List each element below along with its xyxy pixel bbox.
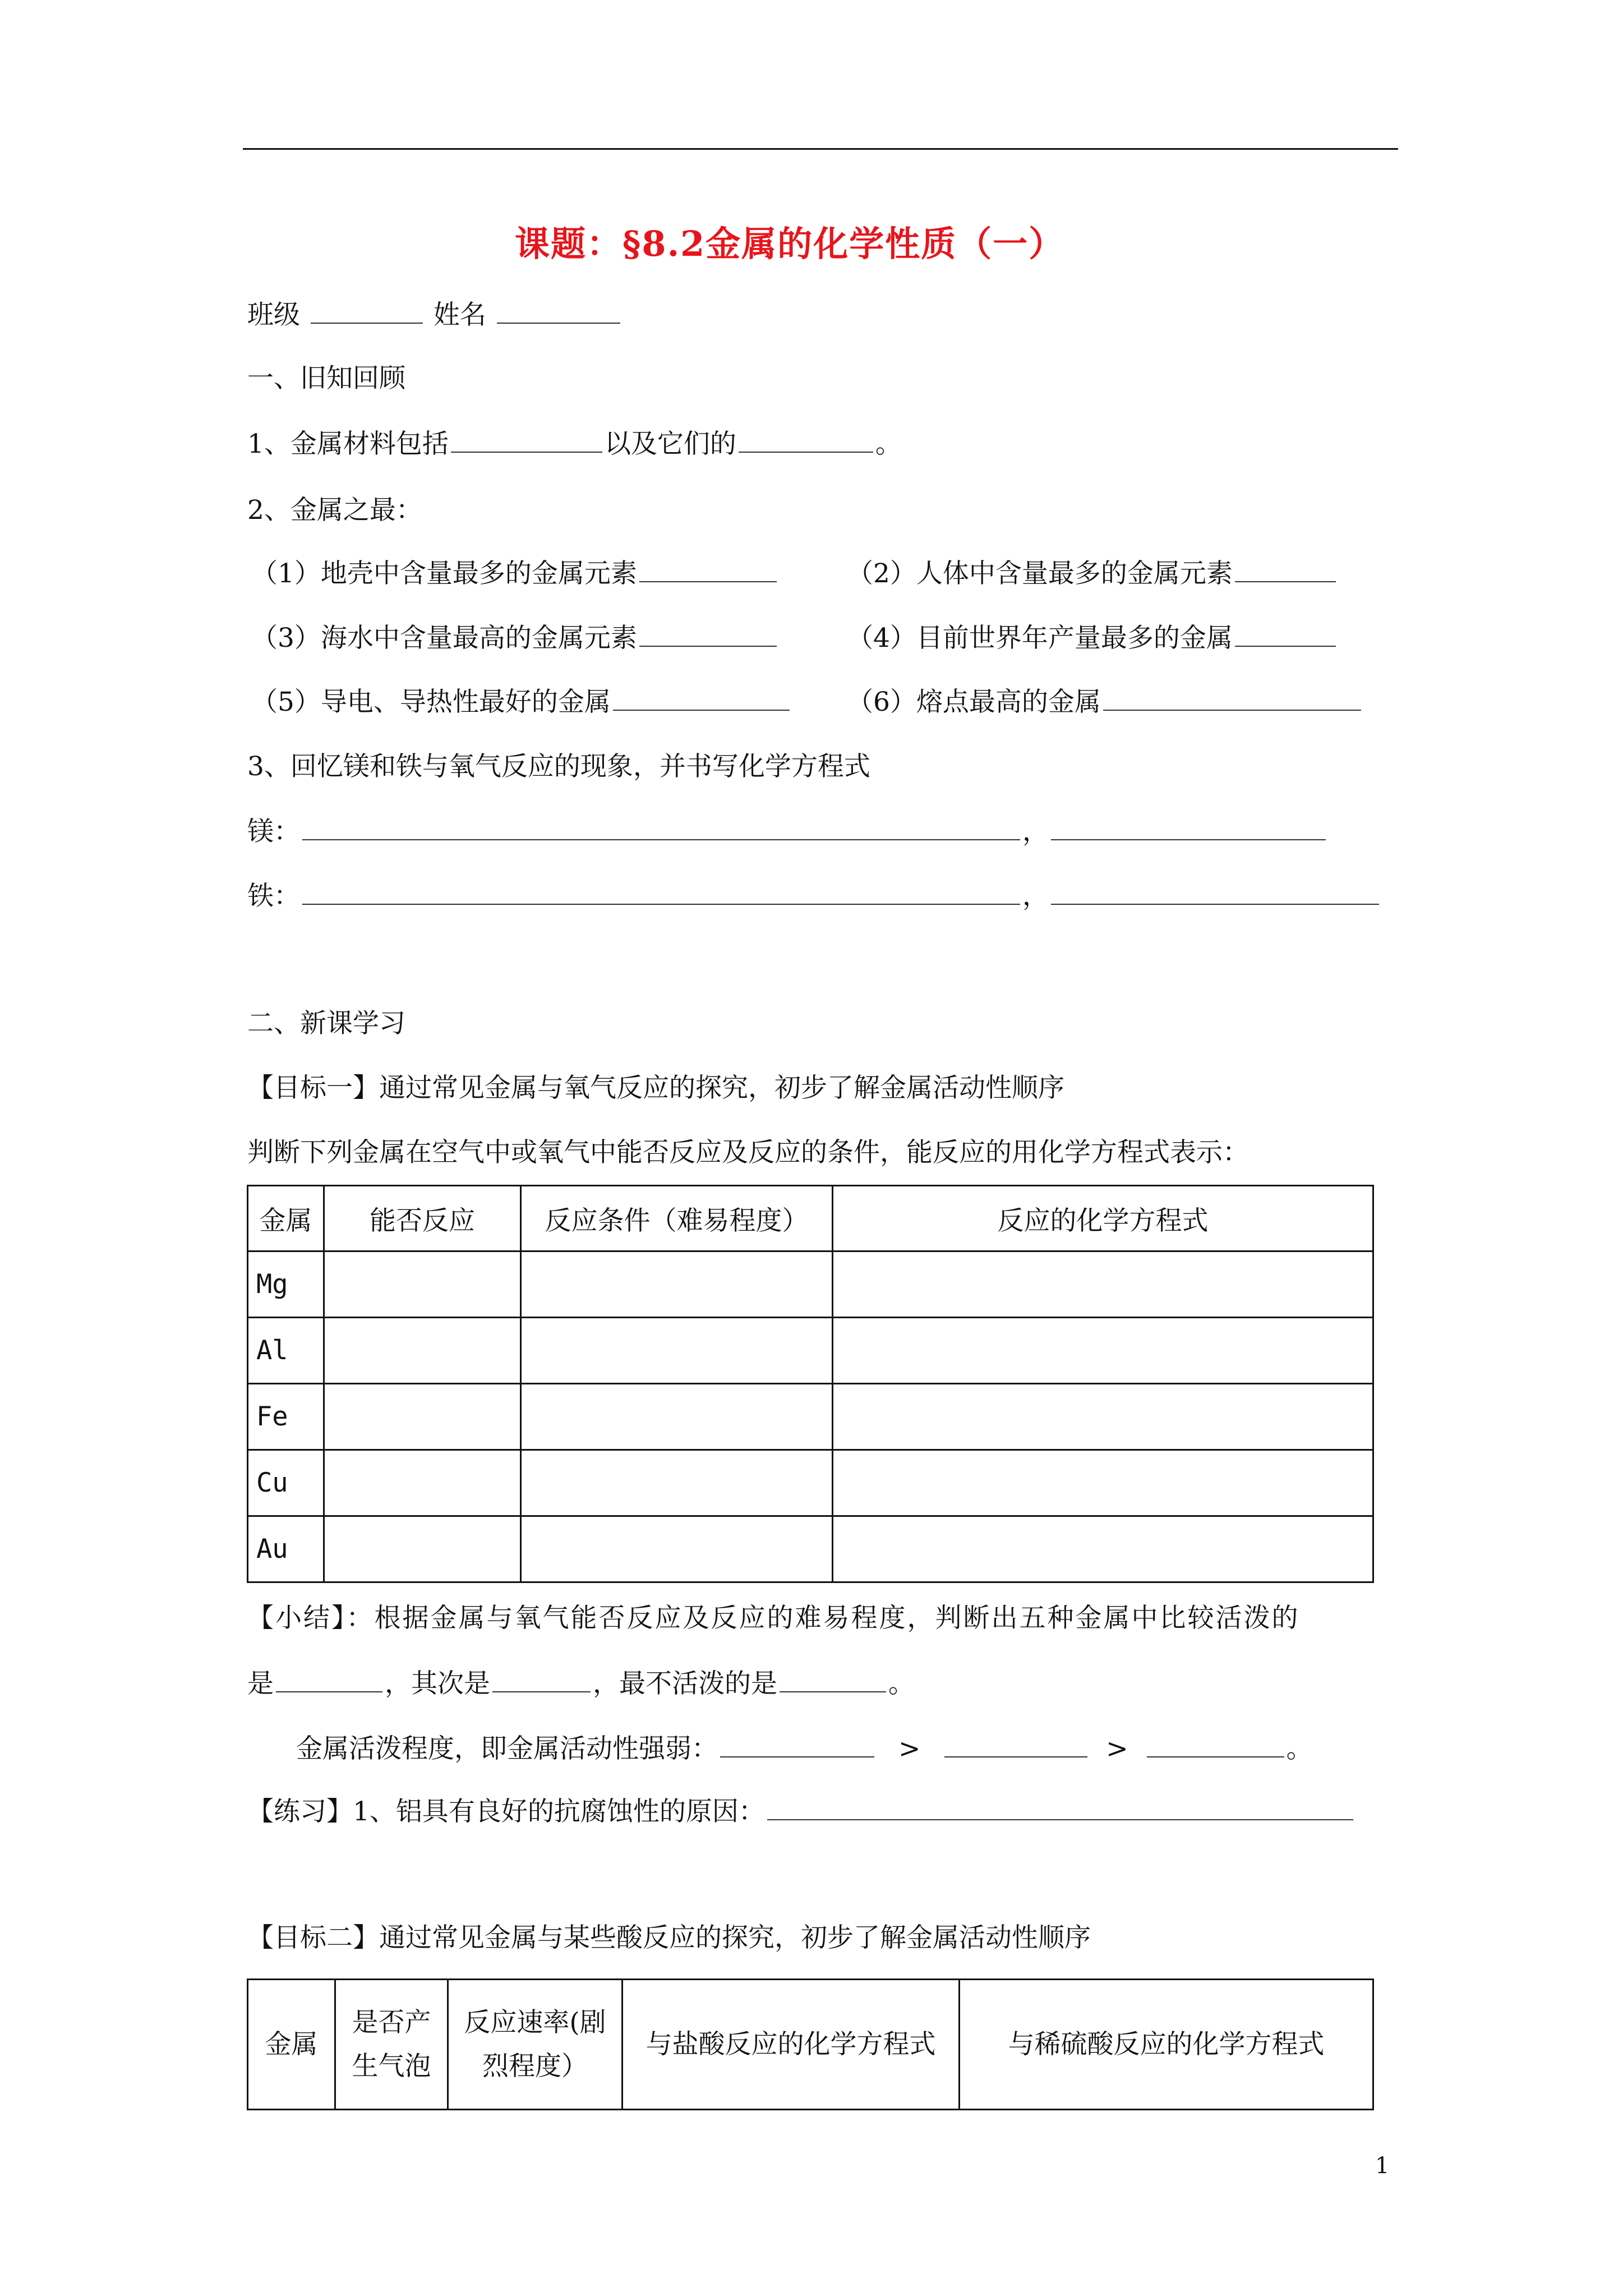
q2-item-5-blank[interactable] bbox=[613, 687, 790, 711]
activity-text: 金属活泼程度，即金属活动性强弱： bbox=[296, 1733, 718, 1764]
header-bubbles bbox=[335, 1980, 448, 2110]
answer-cell[interactable] bbox=[324, 1450, 521, 1516]
header-condition: 反应条件（难易程度） bbox=[521, 1186, 833, 1251]
q2-item-6 bbox=[847, 685, 1363, 719]
q2-item-2-blank[interactable] bbox=[1235, 559, 1336, 582]
class-blank[interactable] bbox=[311, 300, 423, 324]
acid-reaction-table bbox=[247, 1978, 1374, 2110]
metal-cell: Fe bbox=[248, 1384, 324, 1450]
q1-text-b: 以及它们的 bbox=[604, 429, 736, 459]
summary-b: ，其次是 bbox=[385, 1668, 490, 1699]
activity-blank-3[interactable] bbox=[1147, 1734, 1284, 1757]
header-rate bbox=[448, 1980, 623, 2110]
answer-cell[interactable] bbox=[833, 1318, 1373, 1384]
question-3-heading: 3、回忆镁和铁与氧气反应的现象，并书写化学方程式 bbox=[247, 751, 870, 782]
activity-order-line bbox=[296, 1732, 1313, 1766]
q2-item-1-blank[interactable] bbox=[639, 559, 777, 582]
q2-item-1 bbox=[251, 557, 779, 591]
answer-cell[interactable] bbox=[833, 1450, 1373, 1516]
table-row bbox=[248, 1516, 1373, 1582]
q2-item-1-text: （1）地壳中含量最多的金属元素 bbox=[251, 558, 637, 589]
mg-equation-blank[interactable] bbox=[1051, 817, 1326, 840]
mg-comma: ， bbox=[1022, 816, 1049, 847]
section1-heading: 一、旧知回顾 bbox=[247, 363, 405, 394]
fe-line bbox=[247, 880, 1381, 913]
header-metal: 金属 bbox=[248, 1186, 324, 1251]
header-metal: 金属 bbox=[248, 1980, 335, 2110]
practice-blank[interactable] bbox=[767, 1797, 1353, 1820]
summary-line-2 bbox=[247, 1667, 915, 1701]
second-active-blank[interactable] bbox=[492, 1669, 591, 1692]
page-title: 课题：§8.2金属的化学性质（一） bbox=[515, 223, 1065, 264]
goal-1-instruction: 判断下列金属在空气中或氧气中能否反应及反应的条件，能反应的用化学方程式表示： bbox=[247, 1137, 1249, 1168]
question-1 bbox=[247, 427, 902, 461]
class-name-line bbox=[247, 298, 623, 332]
answer-cell[interactable] bbox=[833, 1384, 1373, 1450]
name-label: 姓名 bbox=[433, 300, 486, 330]
question-2-heading: 2、金属之最： bbox=[247, 495, 422, 526]
name-blank[interactable] bbox=[497, 300, 620, 324]
gt-sign-1: > bbox=[898, 1733, 921, 1764]
answer-cell[interactable] bbox=[521, 1318, 833, 1384]
header-rate-line1: 反应速率(剧 bbox=[464, 2007, 606, 2038]
section2-heading: 二、新课学习 bbox=[247, 1008, 405, 1039]
summary-c: ，最不活泼的是 bbox=[593, 1668, 777, 1699]
answer-cell[interactable] bbox=[324, 1318, 521, 1384]
header-bubbles-line2: 生气泡 bbox=[352, 2050, 431, 2082]
least-active-blank[interactable] bbox=[780, 1669, 886, 1692]
fe-equation-blank[interactable] bbox=[1051, 881, 1379, 905]
activity-blank-1[interactable] bbox=[720, 1734, 874, 1757]
q2-item-4-text: （4）目前世界年产量最多的金属 bbox=[847, 623, 1233, 654]
fe-phenomenon-blank[interactable] bbox=[302, 881, 1020, 905]
q2-item-3 bbox=[251, 622, 779, 655]
header-equation: 反应的化学方程式 bbox=[833, 1186, 1373, 1251]
header-bubbles-line1: 是否产 bbox=[352, 2007, 431, 2038]
header-rate-line2: 烈程度） bbox=[482, 2050, 588, 2082]
q2-item-3-blank[interactable] bbox=[639, 623, 777, 647]
summary-line-1: 【小结】：根据金属与氧气能否反应及反应的难易程度，判断出五种金属中比较活泼的 bbox=[247, 1603, 1300, 1634]
oxygen-reaction-table bbox=[247, 1185, 1374, 1583]
q2-item-6-blank[interactable] bbox=[1103, 687, 1361, 711]
q2-item-6-text: （6）熔点最高的金属 bbox=[847, 687, 1101, 717]
goal-2: 【目标二】通过常见金属与某些酸反应的探究，初步了解金属活动性顺序 bbox=[247, 1922, 1091, 1953]
mg-phenomenon-blank[interactable] bbox=[302, 817, 1020, 840]
q1-text-a: 1、金属材料包括 bbox=[247, 429, 449, 459]
header-h2so4-equation: 与稀硫酸反应的化学方程式 bbox=[960, 1980, 1373, 2110]
answer-cell[interactable] bbox=[521, 1516, 833, 1582]
answer-cell[interactable] bbox=[833, 1251, 1373, 1318]
gt-sign-2: > bbox=[1106, 1733, 1128, 1764]
header-hcl-equation: 与盐酸反应的化学方程式 bbox=[623, 1980, 960, 2110]
mg-line bbox=[247, 815, 1328, 849]
answer-cell[interactable] bbox=[324, 1384, 521, 1450]
class-label: 班级 bbox=[247, 300, 300, 330]
q1-end: 。 bbox=[875, 429, 902, 459]
q2-item-4-blank[interactable] bbox=[1235, 623, 1336, 647]
activity-blank-2[interactable] bbox=[944, 1734, 1087, 1757]
answer-cell[interactable] bbox=[324, 1251, 521, 1318]
q2-item-5 bbox=[251, 685, 792, 719]
metal-cell: Au bbox=[248, 1516, 324, 1582]
activity-period: 。 bbox=[1286, 1733, 1313, 1764]
answer-cell[interactable] bbox=[833, 1516, 1373, 1582]
practice-line bbox=[247, 1795, 1355, 1829]
summary-a: 是 bbox=[247, 1668, 274, 1699]
table-header-row bbox=[248, 1186, 1373, 1251]
q1-blank-1[interactable] bbox=[451, 429, 602, 453]
q2-item-3-text: （3）海水中含量最高的金属元素 bbox=[251, 623, 637, 654]
table-row bbox=[248, 1450, 1373, 1516]
metal-cell: Cu bbox=[248, 1450, 324, 1516]
practice-text: 【练习】1、铝具有良好的抗腐蚀性的原因： bbox=[247, 1796, 765, 1827]
q2-item-2 bbox=[847, 557, 1338, 591]
table-row bbox=[248, 1384, 1373, 1450]
q1-blank-2[interactable] bbox=[739, 429, 873, 453]
fe-comma: ， bbox=[1022, 881, 1049, 912]
q2-item-5-text: （5）导电、导热性最好的金属 bbox=[251, 687, 611, 717]
header-can-react: 能否反应 bbox=[324, 1186, 521, 1251]
table-header-row bbox=[248, 1980, 1373, 2110]
table-row bbox=[248, 1318, 1373, 1384]
page-number: 1 bbox=[1375, 2153, 1390, 2179]
table-row bbox=[248, 1251, 1373, 1318]
metal-cell: Al bbox=[248, 1318, 324, 1384]
q2-item-4 bbox=[847, 622, 1338, 655]
q2-item-2-text: （2）人体中含量最多的金属元素 bbox=[847, 558, 1233, 589]
fe-label: 铁： bbox=[247, 881, 300, 912]
answer-cell[interactable] bbox=[521, 1450, 833, 1516]
header-rule bbox=[243, 148, 1398, 150]
answer-cell[interactable] bbox=[324, 1516, 521, 1582]
mg-label: 镁： bbox=[247, 816, 300, 847]
most-active-blank[interactable] bbox=[276, 1669, 382, 1692]
answer-cell[interactable] bbox=[521, 1384, 833, 1450]
goal-1: 【目标一】通过常见金属与氧气反应的探究，初步了解金属活动性顺序 bbox=[247, 1073, 1064, 1103]
answer-cell[interactable] bbox=[521, 1251, 833, 1318]
summary-end: 。 bbox=[888, 1668, 915, 1699]
metal-cell: Mg bbox=[248, 1251, 324, 1318]
